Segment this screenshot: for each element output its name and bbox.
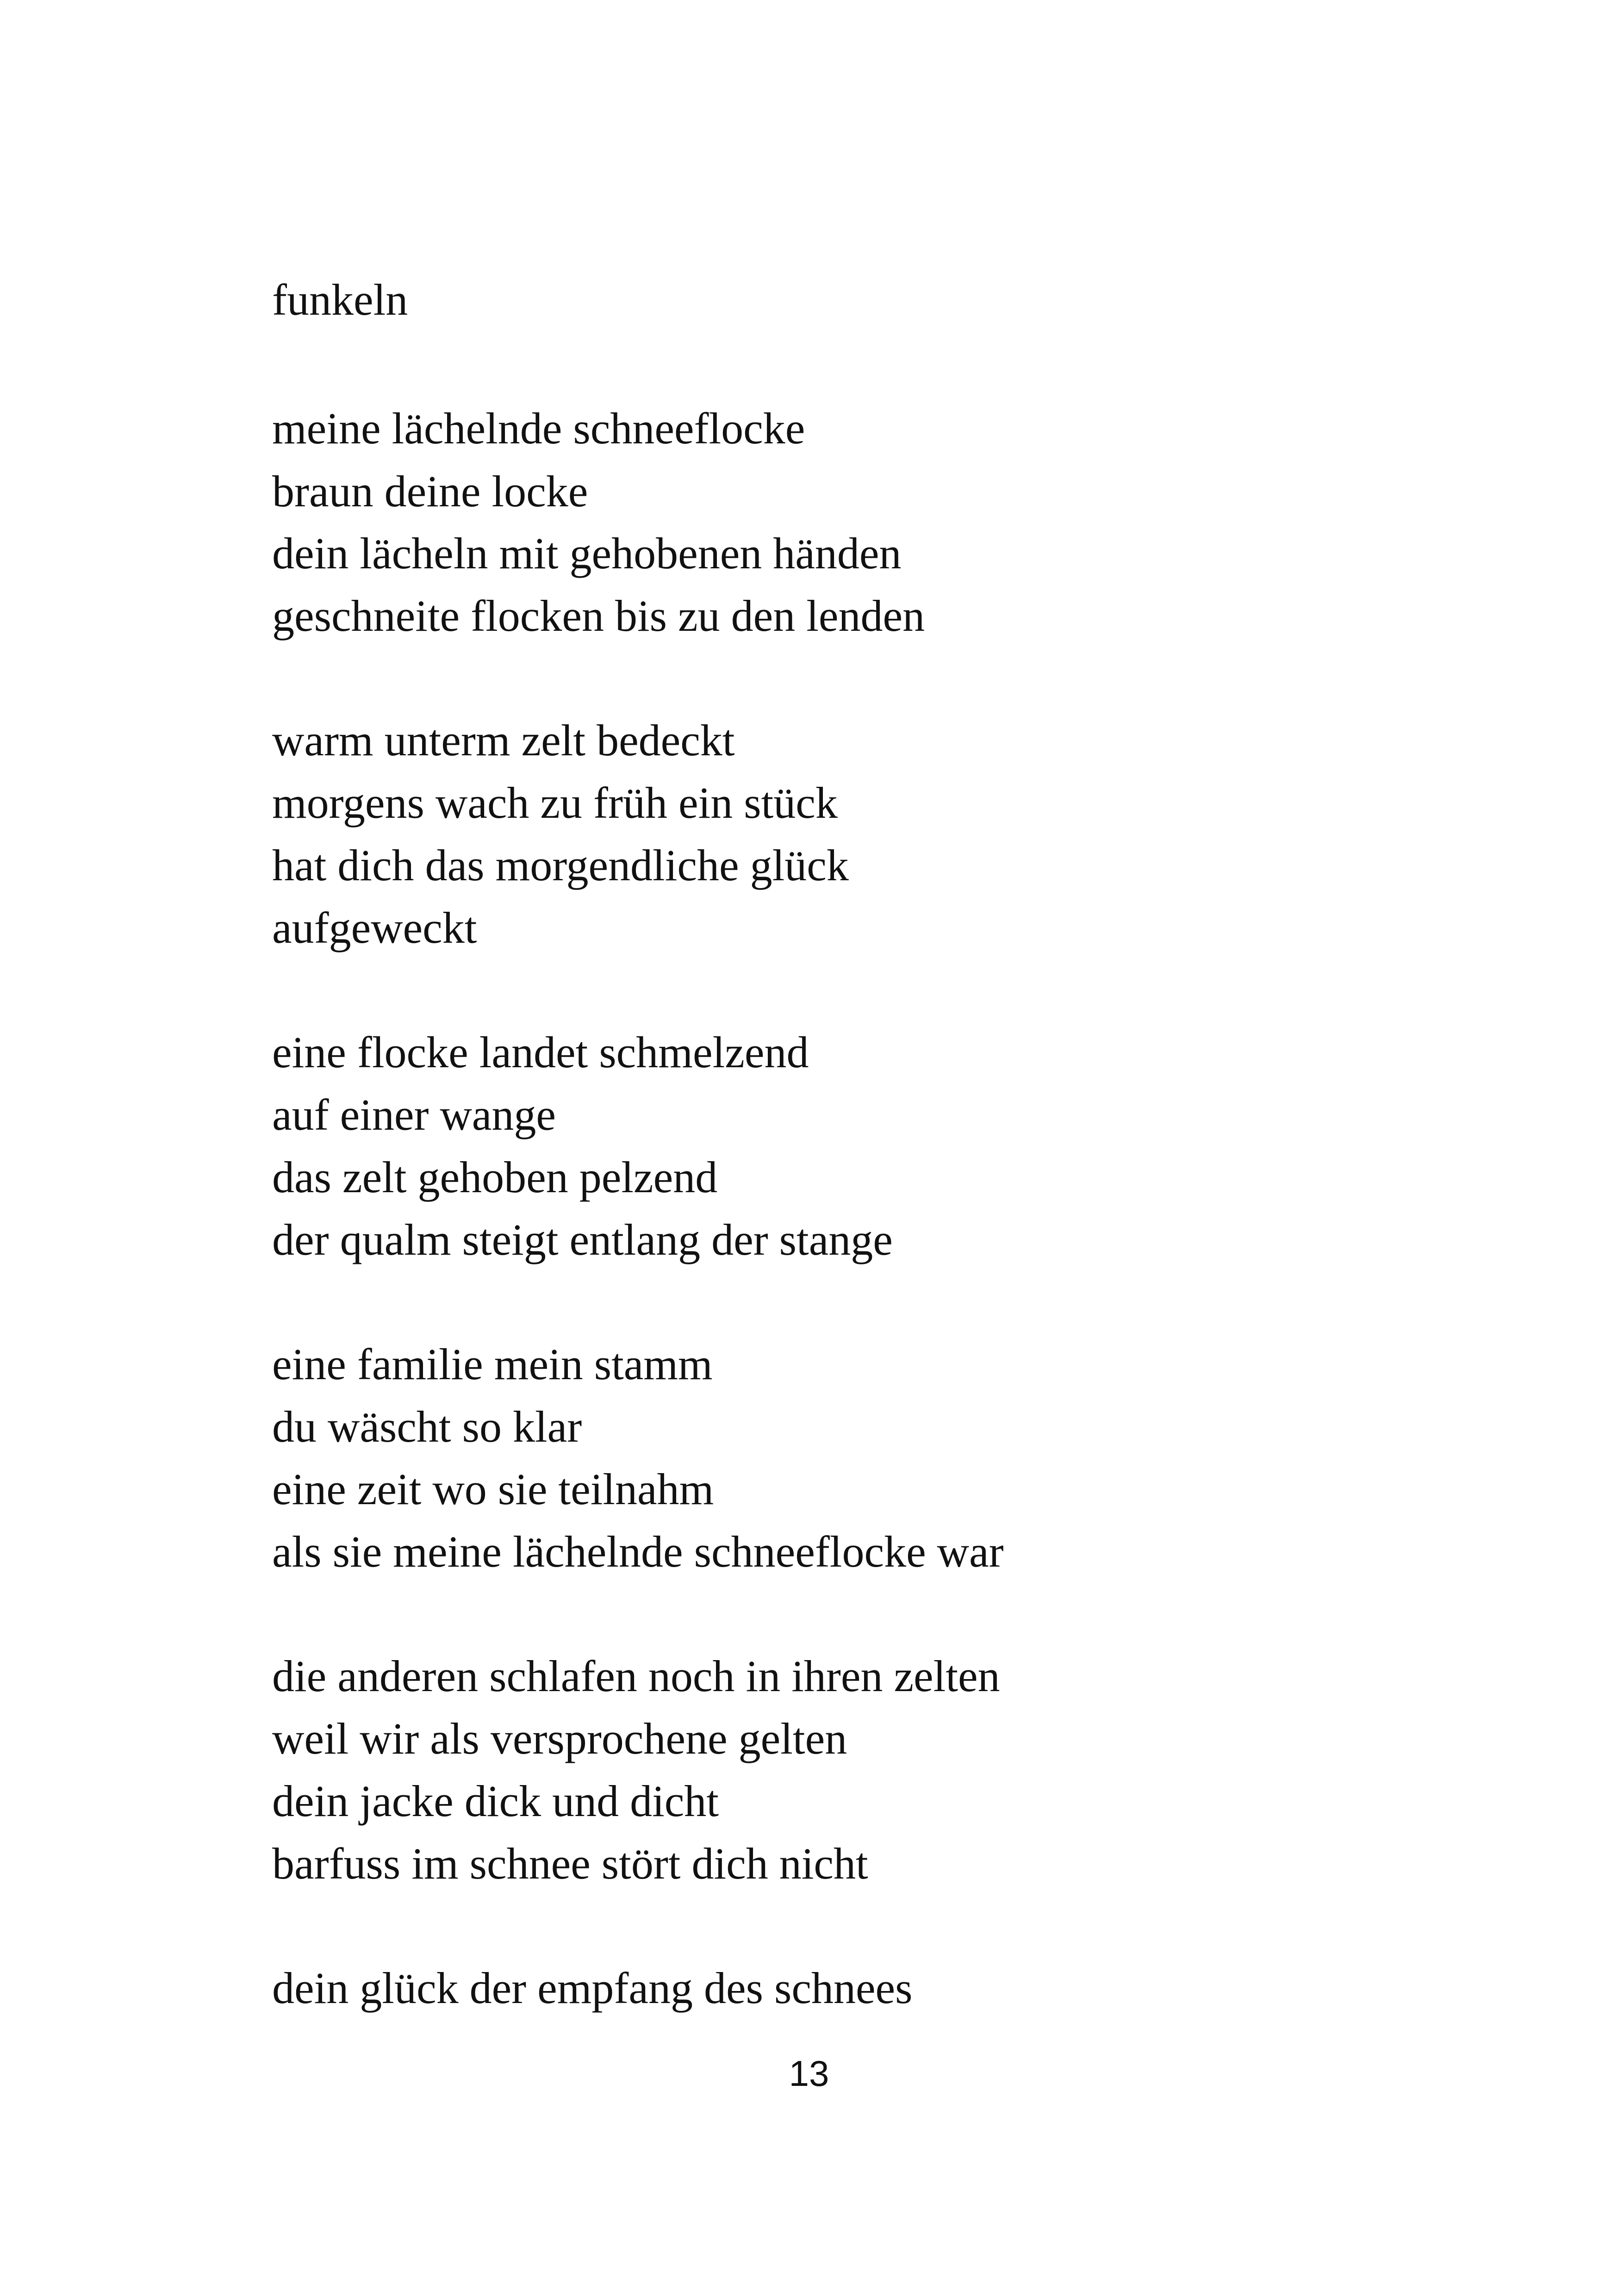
poem-line: als sie meine lächelnde schneeflocke war [272,1527,1004,1576]
poem-line: eine zeit wo sie teilnahm [272,1464,714,1514]
poem-line: dein jacke dick und dicht [272,1776,719,1826]
poem-title: funkeln [272,275,408,324]
poem-line: braun deine locke [272,467,588,516]
poem-line: der qualm steigt entlang der stange [272,1215,893,1264]
poem-line: dein lächeln mit gehobenen händen [272,529,902,578]
page-number: 13 [789,2053,829,2094]
poem-line: geschneite flocken bis zu den lenden [272,591,925,641]
poem-line: aufgeweckt [272,903,477,952]
poem-line: meine lächelnde schneeflocke [272,404,805,453]
poem-line: barfuss im schnee stört dich nicht [272,1839,868,1888]
poem-line: weil wir als versprochene gelten [272,1714,847,1763]
poem-line: hat dich das morgendliche glück [272,840,849,890]
poem-line: eine familie mein stamm [272,1339,713,1389]
poem-line: eine flocke landet schmelzend [272,1027,809,1077]
poem-line: du wäscht so klar [272,1402,582,1451]
poem-line: die anderen schlafen noch in ihren zelten [272,1651,1000,1701]
poem-line: warm unterm zelt bedeckt [272,716,735,765]
poem-line: morgens wach zu früh ein stück [272,778,838,828]
poem-line: dein glück der empfang des schnees [272,1963,913,2013]
poem-line: auf einer wange [272,1090,556,1139]
poem-line: das zelt gehoben pelzend [272,1152,718,1202]
